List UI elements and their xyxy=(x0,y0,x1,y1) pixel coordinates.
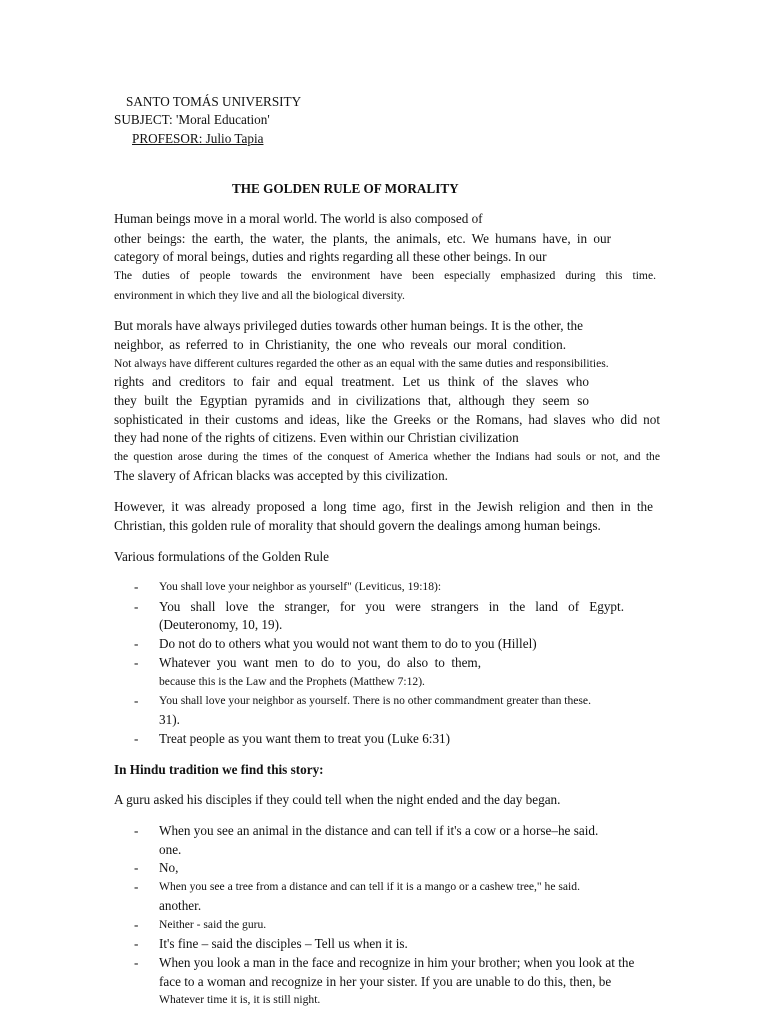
p1-line-3: category of moral beings, duties and rights regarding all these other beings. In our xyxy=(114,249,547,264)
rule-4-line-1: Whatever you want men to do to you, do also to them, xyxy=(159,655,481,670)
rule-2-line-2: (Deuteronomy, 10, 19). xyxy=(159,617,283,632)
story-1-line-1: When you see an animal in the distance and can tell if it's a cow or a horse–he said. xyxy=(159,823,599,838)
bullet-dash: - xyxy=(134,731,139,746)
p1-line-2: other beings: the earth, the water, the plants, the animals, etc. We humans have, in our xyxy=(114,231,611,246)
rule-2-line-1: You shall love the stranger, for you were strangers in the land of Egypt. xyxy=(159,599,624,614)
hindu-heading: In Hindu tradition we find this story: xyxy=(114,762,324,777)
rule-6-line-1: Treat people as you want them to treat you (Luke 6:31) xyxy=(159,731,451,746)
bullet-dash: - xyxy=(134,655,139,670)
rule-5-line-2: 31). xyxy=(159,712,180,727)
p2-line-9: The slavery of African blacks was accepted by this civilization. xyxy=(114,468,448,483)
document-title: THE GOLDEN RULE OF MORALITY xyxy=(232,181,459,196)
story-6-line-2: face to a woman and recognize in her your sister. If you are unable to do this, then, be xyxy=(159,974,612,989)
p2-line-8: the question arose during the times of the conquest of America whether the Indians had souls or not, and the xyxy=(114,450,660,463)
story-6-line-3: Whatever time it is, it is still night. xyxy=(159,993,321,1006)
bullet-dash: - xyxy=(134,955,139,970)
rule-1-line-1: You shall love your neighbor as yourself" (Leviticus, 19:18): xyxy=(159,580,442,593)
p2-line-5: they built the Egyptian pyramids and in civilizations that, although they seem so xyxy=(114,393,589,408)
story-6-line-1: When you look a man in the face and recognize in him your brother; when you look at the xyxy=(159,955,635,970)
formulations-heading: Various formulations of the Golden Rule xyxy=(114,549,329,564)
p2-line-2: neighbor, as referred to in Christianity, the one who reveals our moral condition. xyxy=(114,337,566,352)
p2-line-3: Not always have different cultures regarded the other as an equal with the same duties and responsibilities. xyxy=(114,357,609,370)
p3-line-1: However, it was already proposed a long time ago, first in the Jewish religion and then in the xyxy=(114,499,653,514)
story-4-line-1: Neither - said the guru. xyxy=(159,918,267,931)
story-5-line-1: It's fine – said the disciples – Tell us when it is. xyxy=(159,936,408,951)
rule-3-line-1: Do not do to others what you would not want them to do to you (Hillel) xyxy=(159,636,537,651)
bullet-dash: - xyxy=(134,860,139,875)
p3-line-2: Christian, this golden rule of morality that should govern the dealings among human beings. xyxy=(114,518,601,533)
p2-line-7: they had none of the rights of citizens. Even within our Christian civilization xyxy=(114,430,519,445)
p2-line-4: rights and creditors to fair and equal treatment. Let us think of the slaves who xyxy=(114,374,589,389)
bullet-dash: - xyxy=(134,693,139,708)
professor-line: PROFESOR: Julio Tapia xyxy=(132,131,264,146)
story-intro: A guru asked his disciples if they could tell when the night ended and the day began. xyxy=(114,792,561,807)
bullet-dash: - xyxy=(134,636,139,651)
p1-line-1: Human beings move in a moral world. The world is also composed of xyxy=(114,211,483,226)
bullet-dash: - xyxy=(134,599,139,614)
rule-5-line-1: You shall love your neighbor as yourself. There is no other commandment greater than these. xyxy=(159,694,591,707)
bullet-dash: - xyxy=(134,879,139,894)
p1-line-4: The duties of people towards the environment have been especially emphasized during this time. xyxy=(114,269,656,282)
bullet-dash: - xyxy=(134,823,139,838)
story-3-line-2: another. xyxy=(159,898,202,913)
rule-4-line-2: because this is the Law and the Prophets (Matthew 7:12). xyxy=(159,675,425,688)
bullet-dash: - xyxy=(134,936,139,951)
university-name: SANTO TOMÁS UNIVERSITY xyxy=(126,94,302,109)
subject-line: SUBJECT: 'Moral Education' xyxy=(114,112,270,127)
p2-line-6: sophisticated in their customs and ideas, like the Greeks or the Romans, had slaves who did not xyxy=(114,412,660,427)
bullet-dash: - xyxy=(134,579,139,594)
p1-line-5: environment in which they live and all the biological diversity. xyxy=(114,289,405,302)
bullet-dash: - xyxy=(134,917,139,932)
story-1-line-2: one. xyxy=(159,842,182,857)
story-3-line-1: When you see a tree from a distance and can tell if it is a mango or a cashew tree," he said. xyxy=(159,880,580,893)
p2-line-1: But morals have always privileged duties towards other human beings. It is the other, the xyxy=(114,318,583,333)
story-2-line-1: No, xyxy=(159,860,179,875)
